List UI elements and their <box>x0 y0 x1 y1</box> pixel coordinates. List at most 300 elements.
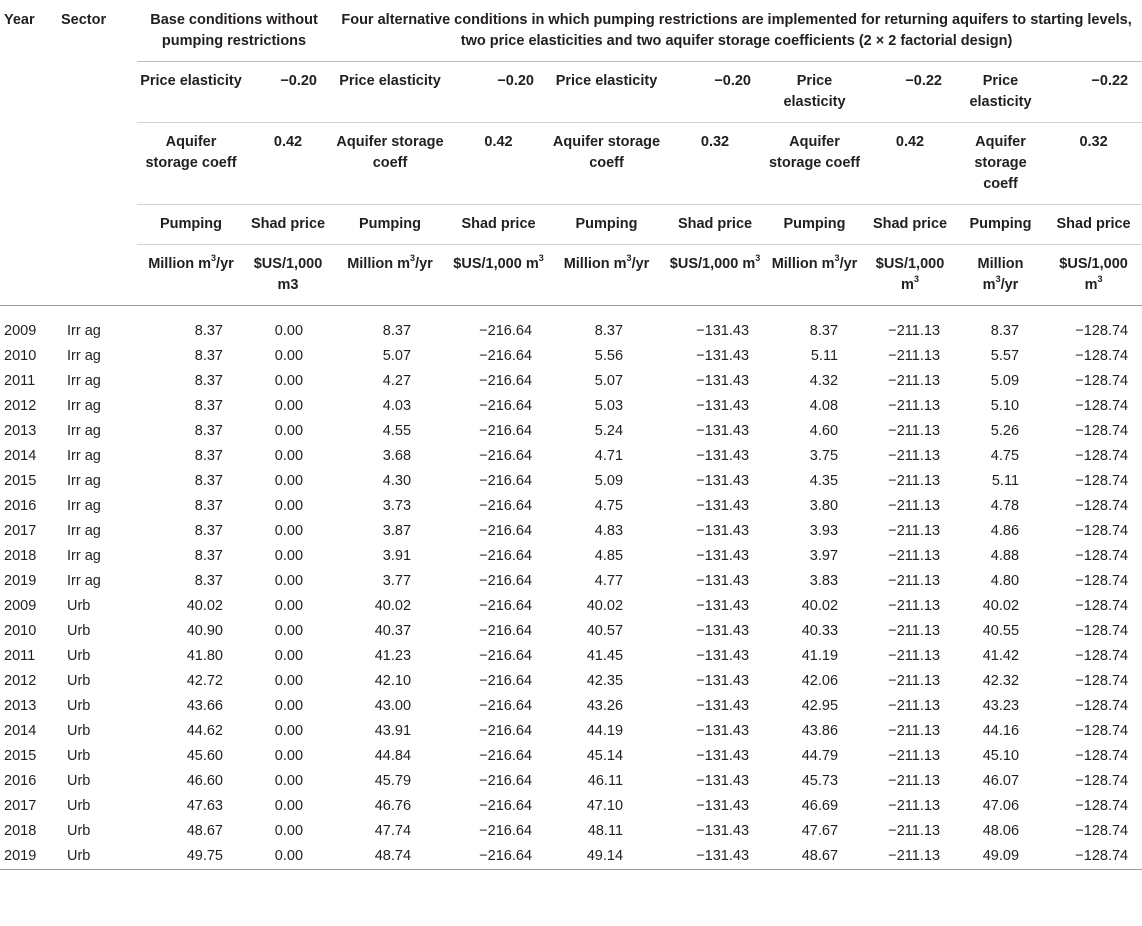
table-row <box>0 619 1142 644</box>
alt3-pumping-cell: 44.79 <box>801 748 839 764</box>
price-elasticity-value: −0.20 <box>245 62 331 123</box>
base-pumping-cell: 43.66 <box>186 698 223 714</box>
sector-cell: Irr ag <box>67 348 101 364</box>
year-cell: 2015 <box>4 748 37 764</box>
alt1-shad-price-cell: −216.64 <box>479 623 533 639</box>
base-pumping-cell: 8.37 <box>194 473 223 489</box>
base-shad-price-cell: 0.00 <box>274 498 304 514</box>
alt2-pumping-cell: 40.57 <box>586 623 624 639</box>
alt3-pumping-cell: 5.11 <box>810 348 839 364</box>
alt1-pumping-cell: 48.74 <box>331 844 449 870</box>
alt3-shad-price-cell: −211.13 <box>888 823 941 839</box>
alt2-shad-price-cell: −131.43 <box>696 548 750 564</box>
alt2-pumping-cell: 4.85 <box>594 548 624 564</box>
alt1-shad-price-cell: −216.64 <box>479 323 533 339</box>
alt1-pumping-cell: 4.55 <box>382 423 412 439</box>
base-pumping-cell: 8.37 <box>194 373 223 389</box>
base-pumping-cell: 40.02 <box>186 598 223 614</box>
alt1-pumping-cell: 5.07 <box>382 348 412 364</box>
base-shad-price-cell: 0.00 <box>274 673 304 689</box>
sector-cell: Urb <box>67 748 91 764</box>
alt2-shad-price-cell: −131.43 <box>696 373 750 389</box>
alt3-shad-price-cell: −211.13 <box>888 423 941 439</box>
shad-price-header: Shad price <box>1045 205 1142 245</box>
alt3-pumping-cell: 4.32 <box>809 373 839 389</box>
alt1-pumping-cell: 8.37 <box>382 323 412 339</box>
alt3-pumping-cell: 4.35 <box>809 473 839 489</box>
alt4-shad-price-cell: −128.74 <box>1075 748 1129 764</box>
table-row <box>0 794 1142 819</box>
alt3-shad-price-cell: −211.13 <box>888 323 941 339</box>
aquifer-storage-value: 0.32 <box>665 123 765 205</box>
alt1-shad-price-cell: −216.64 <box>479 798 533 814</box>
year-cell: 2011 <box>4 648 36 664</box>
table-row <box>0 394 1142 419</box>
table-row <box>0 419 1142 444</box>
alt4-shad-price-cell: −128.74 <box>1075 448 1129 464</box>
table-row <box>0 519 1142 544</box>
alt2-shad-price-cell: −131.43 <box>696 773 750 789</box>
alt3-shad-price-cell: −211.13 <box>888 723 941 739</box>
sector-cell: Irr ag <box>67 423 101 439</box>
alt2-shad-price-cell: −131.43 <box>696 423 750 439</box>
alt4-shad-price-cell: −128.74 <box>1075 648 1129 664</box>
alt3-shad-price-cell: −211.13 <box>888 598 941 614</box>
alt3-shad-price-cell: −211.13 <box>888 798 941 814</box>
base-pumping-cell: 47.63 <box>186 798 223 814</box>
aquifer-storage-label: Aquifer storage coeff <box>765 123 864 205</box>
year-cell: 2009 <box>4 598 37 614</box>
base-shad-price-cell: 0.00 <box>274 698 304 714</box>
table-row <box>0 844 1142 870</box>
alt1-pumping-cell: 46.76 <box>374 798 412 814</box>
alt1-shad-price-cell: −216.64 <box>479 598 533 614</box>
alt2-shad-price-cell: −131.43 <box>696 648 750 664</box>
base-shad-price-cell: 0.00 <box>274 423 304 439</box>
alt3-pumping-cell: 4.08 <box>809 398 839 414</box>
unit-pumping: Million $m^3/yr$ <box>765 245 864 306</box>
alt1-pumping-cell: 45.79 <box>374 773 412 789</box>
alt1-pumping-cell: 43.91 <box>374 723 412 739</box>
alt2-shad-price-cell: −131.43 <box>665 844 765 870</box>
alt1-shad-price-cell: −216.64 <box>479 398 533 414</box>
alt1-pumping-cell: 3.77 <box>382 573 412 589</box>
alt4-pumping-cell: 40.02 <box>982 598 1020 614</box>
base-shad-price-cell: 0.00 <box>274 323 304 339</box>
year-cell: 2014 <box>4 448 37 464</box>
table-row <box>0 744 1142 769</box>
base-shad-price-cell: 0.00 <box>274 398 304 414</box>
alt2-pumping-cell: 8.37 <box>594 323 624 339</box>
alt1-shad-price-cell: −216.64 <box>479 473 533 489</box>
alt1-pumping-cell: 3.91 <box>382 548 412 564</box>
aquifer-storage-label: Aquifer storage coeff <box>548 123 665 205</box>
alt2-pumping-cell: 41.45 <box>586 648 624 664</box>
alt3-pumping-cell: 4.60 <box>809 423 839 439</box>
alt3-pumping-cell: 40.33 <box>801 623 839 639</box>
sector-cell: Irr ag <box>67 573 101 589</box>
sector-cell: Urb <box>67 798 91 814</box>
alt4-pumping-cell: 46.07 <box>982 773 1020 789</box>
year-cell: 2014 <box>4 723 37 739</box>
base-pumping-cell: 8.37 <box>194 498 223 514</box>
alt2-shad-price-cell: −131.43 <box>696 348 750 364</box>
base-shad-price-cell: 0.00 <box>274 348 304 364</box>
alt2-pumping-cell: 4.83 <box>594 523 624 539</box>
table-row <box>0 369 1142 394</box>
pumping-header: Pumping <box>548 205 665 245</box>
alt1-shad-price-cell: −216.64 <box>479 648 533 664</box>
unit-price: $US/1,000 $m^3$ <box>864 245 956 306</box>
alt4-pumping-cell: 4.75 <box>990 448 1020 464</box>
base-shad-price-cell: 0.00 <box>274 798 304 814</box>
alt2-shad-price-cell: −131.43 <box>696 473 750 489</box>
alt4-shad-price-cell: −128.74 <box>1075 373 1129 389</box>
base-shad-price-cell: 0.00 <box>274 598 304 614</box>
alt4-pumping-cell: 40.55 <box>982 623 1020 639</box>
alt1-shad-price-cell: −216.64 <box>479 373 533 389</box>
base-shad-price-cell: 0.00 <box>274 373 304 389</box>
year-cell: 2013 <box>4 423 37 439</box>
base-shad-price-cell: 0.00 <box>274 648 304 664</box>
alt3-shad-price-cell: −211.13 <box>888 698 941 714</box>
alt2-pumping-cell: 47.10 <box>586 798 624 814</box>
alt2-pumping-cell: 46.11 <box>587 773 624 789</box>
sector-cell: Irr ag <box>67 373 101 389</box>
table-row <box>0 719 1142 744</box>
unit-price: $US/1,000 $m^3$ <box>1045 245 1142 306</box>
alt3-shad-price-cell: −211.13 <box>864 844 956 870</box>
table-row <box>0 444 1142 469</box>
alt3-shad-price-cell: −211.13 <box>888 448 941 464</box>
alt4-shad-price-cell: −128.74 <box>1075 323 1129 339</box>
alt4-shad-price-cell: −128.74 <box>1075 723 1129 739</box>
alt1-pumping-cell: 4.27 <box>382 373 412 389</box>
alt2-pumping-cell: 5.09 <box>594 473 624 489</box>
sector-cell: Urb <box>67 773 91 789</box>
alt2-pumping-cell: 45.14 <box>586 748 624 764</box>
base-pumping-cell: 8.37 <box>194 423 223 439</box>
pumping-header: Pumping <box>137 205 245 245</box>
alt3-pumping-cell: 47.67 <box>801 823 839 839</box>
alt3-shad-price-cell: −211.13 <box>888 648 941 664</box>
base-pumping-cell: 41.80 <box>186 648 223 664</box>
base-shad-price-cell: 0.00 <box>274 773 304 789</box>
alt2-pumping-cell: 5.07 <box>594 373 624 389</box>
base-conditions-header: Base conditions without pumping restrictions <box>137 0 331 62</box>
shad-price-header: Shad price <box>864 205 956 245</box>
base-pumping-cell: 8.37 <box>194 323 223 339</box>
table-row <box>0 469 1142 494</box>
sector-cell: Irr ag <box>67 448 101 464</box>
alt1-pumping-cell: 3.73 <box>382 498 412 514</box>
alt2-shad-price-cell: −131.43 <box>696 623 750 639</box>
price-elasticity-label: Price elasticity <box>137 62 245 123</box>
alt2-shad-price-cell: −131.43 <box>696 823 750 839</box>
alt3-shad-price-cell: −211.13 <box>888 348 941 364</box>
sector-cell: Urb <box>67 823 91 839</box>
alt4-pumping-cell: 47.06 <box>982 798 1020 814</box>
alt2-pumping-cell: 43.26 <box>586 698 624 714</box>
alt4-shad-price-cell: −128.74 <box>1075 348 1129 364</box>
sector-cell: Irr ag <box>67 548 101 564</box>
table-row <box>0 819 1142 844</box>
shad-price-header: Shad price <box>449 205 548 245</box>
pumping-header: Pumping <box>956 205 1045 245</box>
alt4-pumping-cell: 4.88 <box>990 548 1020 564</box>
alt4-shad-price-cell: −128.74 <box>1075 798 1129 814</box>
table-row <box>0 644 1142 669</box>
base-pumping-cell: 8.37 <box>194 548 223 564</box>
alt4-pumping-cell: 5.11 <box>991 473 1020 489</box>
alt4-shad-price-cell: −128.74 <box>1075 623 1129 639</box>
unit-price: $US/1,000 $m^3$ <box>449 245 548 306</box>
year-cell: 2017 <box>4 523 37 539</box>
sector-cell: Irr ag <box>67 398 101 414</box>
alt3-pumping-cell: 48.67 <box>765 844 864 870</box>
sector-cell: Urb <box>67 723 91 739</box>
table-row <box>0 594 1142 619</box>
alt1-shad-price-cell: −216.64 <box>479 773 533 789</box>
alt3-pumping-cell: 45.73 <box>801 773 839 789</box>
alt4-shad-price-cell: −128.74 <box>1075 673 1129 689</box>
sector-cell: Urb <box>67 698 91 714</box>
price-elasticity-value: −0.20 <box>449 62 548 123</box>
alt4-pumping-cell: 44.16 <box>982 723 1020 739</box>
alt4-shad-price-cell: −128.74 <box>1075 473 1129 489</box>
alt4-pumping-cell: 43.23 <box>982 698 1020 714</box>
alt3-shad-price-cell: −211.13 <box>888 548 941 564</box>
alt3-shad-price-cell: −211.13 <box>888 498 941 514</box>
year-header: Year <box>4 12 35 28</box>
alt3-pumping-cell: 3.93 <box>809 523 839 539</box>
year-cell: 2015 <box>4 473 37 489</box>
alt3-pumping-cell: 46.69 <box>801 798 839 814</box>
unit-price: $US/1,000 $m^3$ <box>665 245 765 306</box>
alt4-pumping-cell: 49.09 <box>956 844 1045 870</box>
base-shad-price-cell: 0.00 <box>274 573 304 589</box>
alt3-pumping-cell: 3.97 <box>809 548 839 564</box>
alt4-pumping-cell: 4.86 <box>990 523 1020 539</box>
year-cell: 2011 <box>4 373 36 389</box>
table-row <box>0 544 1142 569</box>
alt4-pumping-cell: 5.10 <box>990 398 1020 414</box>
sector-cell: Urb <box>67 623 91 639</box>
alt2-pumping-cell: 44.19 <box>586 723 624 739</box>
alt2-shad-price-cell: −131.43 <box>696 498 750 514</box>
pumping-header: Pumping <box>765 205 864 245</box>
table-row <box>0 306 1142 345</box>
alt1-pumping-cell: 4.30 <box>382 473 412 489</box>
alt3-shad-price-cell: −211.13 <box>888 748 941 764</box>
alt3-shad-price-cell: −211.13 <box>888 398 941 414</box>
alt2-pumping-cell: 5.03 <box>594 398 624 414</box>
alt4-pumping-cell: 41.42 <box>982 648 1020 664</box>
base-pumping-cell: 45.60 <box>186 748 223 764</box>
alt4-shad-price-cell: −128.74 <box>1075 773 1129 789</box>
alt3-shad-price-cell: −211.13 <box>888 773 941 789</box>
aquifer-storage-value: 0.42 <box>864 123 956 205</box>
year-cell: 2013 <box>4 698 37 714</box>
sector-cell: Urb <box>67 673 91 689</box>
alt4-pumping-cell: 45.10 <box>982 748 1020 764</box>
shad-price-header: Shad price <box>245 205 331 245</box>
table-row <box>0 494 1142 519</box>
sector-cell: Urb <box>67 648 91 664</box>
alt2-shad-price-cell: −131.43 <box>696 573 750 589</box>
price-elasticity-value: −0.22 <box>1045 62 1142 123</box>
base-shad-price-cell: 0.00 <box>274 623 304 639</box>
table-row <box>0 569 1142 594</box>
alt1-pumping-cell: 44.84 <box>374 748 412 764</box>
alt4-shad-price-cell: −128.74 <box>1075 398 1129 414</box>
alt4-pumping-cell: 4.80 <box>990 573 1020 589</box>
alt4-shad-price-cell: −128.74 <box>1075 548 1129 564</box>
year-cell: 2010 <box>4 348 37 364</box>
aquifer-storage-value: 0.32 <box>1045 123 1142 205</box>
alt1-pumping-cell: 40.02 <box>374 598 412 614</box>
base-pumping-cell: 46.60 <box>186 773 223 789</box>
alt2-shad-price-cell: −131.43 <box>696 698 750 714</box>
alt2-pumping-cell: 5.24 <box>594 423 624 439</box>
alt3-pumping-cell: 41.19 <box>801 648 839 664</box>
alt2-pumping-cell: 48.11 <box>587 823 624 839</box>
base-pumping-cell: 40.90 <box>186 623 223 639</box>
year-cell: 2016 <box>4 498 37 514</box>
alt1-pumping-cell: 3.87 <box>382 523 412 539</box>
alt2-pumping-cell: 4.71 <box>594 448 624 464</box>
alt4-pumping-cell: 42.32 <box>982 673 1020 689</box>
table-row <box>0 694 1142 719</box>
unit-pumping: Million $m^3/yr$ <box>548 245 665 306</box>
year-cell: 2019 <box>0 844 57 870</box>
year-cell: 2012 <box>4 398 37 414</box>
base-shad-price-cell: 0.00 <box>274 748 304 764</box>
sector-cell: Urb <box>57 844 137 870</box>
alt4-pumping-cell: 48.06 <box>982 823 1020 839</box>
year-cell: 2016 <box>4 773 37 789</box>
base-shad-price-cell: 0.00 <box>274 473 304 489</box>
table-row <box>0 669 1142 694</box>
alt4-shad-price-cell: −128.74 <box>1075 523 1129 539</box>
price-elasticity-value: −0.20 <box>665 62 765 123</box>
sector-cell: Urb <box>67 598 91 614</box>
alt3-pumping-cell: 43.86 <box>801 723 839 739</box>
sector-cell: Irr ag <box>67 498 101 514</box>
price-elasticity-label: Price elasticity <box>331 62 449 123</box>
alt1-shad-price-cell: −216.64 <box>479 698 533 714</box>
alt2-pumping-cell: 40.02 <box>586 598 624 614</box>
alt3-pumping-cell: 42.95 <box>801 698 839 714</box>
base-shad-price-cell: 0.00 <box>274 548 304 564</box>
alt1-shad-price-cell: −216.64 <box>479 673 533 689</box>
alt2-shad-price-cell: −131.43 <box>696 523 750 539</box>
price-elasticity-label: Price elasticity <box>548 62 665 123</box>
alt3-shad-price-cell: −211.13 <box>888 623 941 639</box>
alt4-shad-price-cell: −128.74 <box>1075 698 1129 714</box>
alt1-shad-price-cell: −216.64 <box>479 448 533 464</box>
alt4-shad-price-cell: −128.74 <box>1075 823 1129 839</box>
alt3-shad-price-cell: −211.13 <box>888 373 941 389</box>
alt3-shad-price-cell: −211.13 <box>888 523 941 539</box>
table-row <box>0 344 1142 369</box>
base-pumping-cell: 49.75 <box>137 844 245 870</box>
alt1-pumping-cell: 42.10 <box>374 673 412 689</box>
price-elasticity-label: Price elasticity <box>765 62 864 123</box>
alt4-pumping-cell: 5.26 <box>990 423 1020 439</box>
alternative-conditions-header: Four alternative conditions in which pumping restrictions are implemented for returning aquifers to starting levels, two price elasticities and two aquifer storage coefficients (2 × 2 factorial design) <box>331 0 1142 62</box>
alt2-shad-price-cell: −131.43 <box>696 448 750 464</box>
alt3-pumping-cell: 3.83 <box>809 573 839 589</box>
alt1-pumping-cell: 4.03 <box>382 398 412 414</box>
year-cell: 2017 <box>4 798 37 814</box>
table-header <box>0 0 1142 306</box>
table-body <box>0 306 1142 870</box>
price-elasticity-value: −0.22 <box>864 62 956 123</box>
alt4-shad-price-cell: −128.74 <box>1045 844 1142 870</box>
alt2-shad-price-cell: −131.43 <box>696 323 750 339</box>
unit-pumping: Million $m^3/yr$ <box>956 245 1045 306</box>
alt2-pumping-cell: 5.56 <box>594 348 624 364</box>
aquifer-storage-label: Aquifer storage coeff <box>331 123 449 205</box>
alt3-pumping-cell: 8.37 <box>809 323 839 339</box>
base-shad-price-cell: 0.00 <box>245 844 331 870</box>
alt2-shad-price-cell: −131.43 <box>696 673 750 689</box>
alt1-pumping-cell: 3.68 <box>382 448 412 464</box>
alt3-pumping-cell: 42.06 <box>801 673 839 689</box>
alt4-pumping-cell: 5.09 <box>990 373 1020 389</box>
base-shad-price-cell: 0.00 <box>274 823 304 839</box>
base-pumping-cell: 8.37 <box>194 448 223 464</box>
year-cell: 2012 <box>4 673 37 689</box>
alt1-shad-price-cell: −216.64 <box>479 498 533 514</box>
unit-pumping: Million $m^3/yr$ <box>331 245 449 306</box>
pumping-header: Pumping <box>331 205 449 245</box>
base-pumping-cell: 8.37 <box>194 398 223 414</box>
alt1-pumping-cell: 41.23 <box>374 648 412 664</box>
year-cell: 2019 <box>4 573 37 589</box>
alt4-shad-price-cell: −128.74 <box>1075 498 1129 514</box>
alt2-pumping-cell: 49.14 <box>548 844 665 870</box>
base-pumping-cell: 44.62 <box>186 723 223 739</box>
alt2-pumping-cell: 4.77 <box>594 573 624 589</box>
base-pumping-cell: 8.37 <box>194 573 223 589</box>
aquifer-storage-label: Aquifer storage coeff <box>137 123 245 205</box>
base-shad-price-cell: 0.00 <box>274 723 304 739</box>
alt1-pumping-cell: 43.00 <box>374 698 412 714</box>
alt2-shad-price-cell: −131.43 <box>696 798 750 814</box>
year-cell: 2018 <box>4 548 37 564</box>
sector-cell: Irr ag <box>67 473 101 489</box>
table-row <box>0 769 1142 794</box>
alt1-shad-price-cell: −216.64 <box>479 723 533 739</box>
alt4-pumping-cell: 5.57 <box>990 348 1020 364</box>
base-pumping-cell: 48.67 <box>186 823 223 839</box>
base-pumping-cell: 8.37 <box>194 348 223 364</box>
alt4-shad-price-cell: −128.74 <box>1075 423 1129 439</box>
price-elasticity-label: Price elasticity <box>956 62 1045 123</box>
alt2-pumping-cell: 4.75 <box>594 498 624 514</box>
alt3-pumping-cell: 3.75 <box>809 448 839 464</box>
alt1-pumping-cell: 47.74 <box>374 823 412 839</box>
alt1-shad-price-cell: −216.64 <box>479 523 533 539</box>
sector-cell: Irr ag <box>67 523 101 539</box>
unit-pumping: Million $m^3/yr$ <box>137 245 245 306</box>
sector-header: Sector <box>61 12 107 28</box>
alt3-shad-price-cell: −211.13 <box>888 573 941 589</box>
shad-price-header: Shad price <box>665 205 765 245</box>
aquifer-storage-value: 0.42 <box>449 123 548 205</box>
